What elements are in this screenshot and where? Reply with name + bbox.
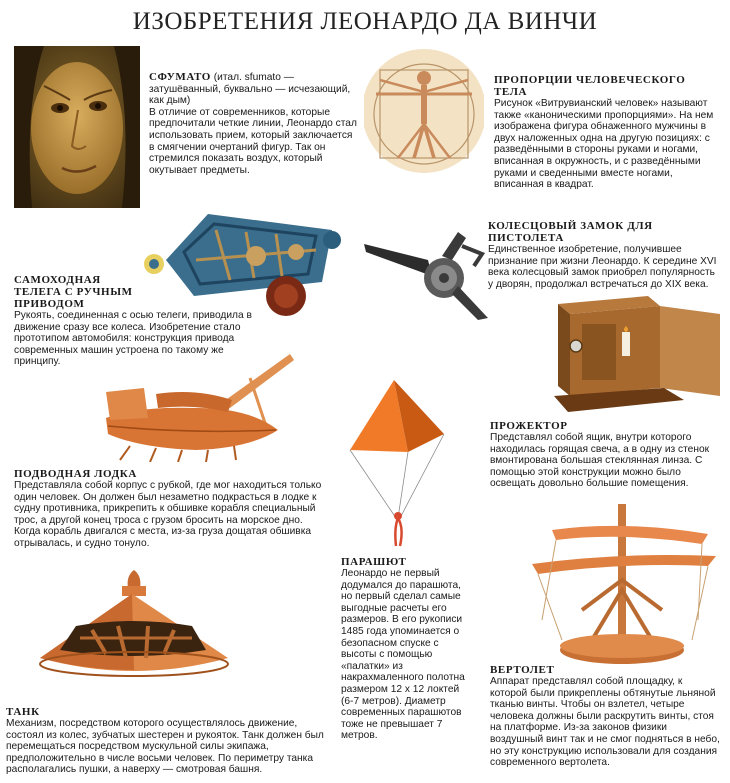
vitruvian-man-image (364, 46, 484, 176)
wheellock-title: КОЛЕСЦОВЫЙ ЗАМОК ДЛЯ ПИСТОЛЕТА (488, 220, 653, 244)
sfumato-text: В отличие от современников, которые предпочитали четкие линии, Леонардо стал использовать прием, который заключается в смягчении очертаний фигур. Так он стремился показать воздух, который окутывает предметы. (149, 106, 357, 176)
wheellock-text: Единственное изобретение, получившее признание при жизни Леонардо. К середине XVI века колесцовый замок приобрел популярность у дворян, продолжал встречаться до XIX века. (488, 244, 717, 290)
parachute-section (341, 556, 466, 742)
mona-lisa-image (14, 46, 140, 208)
wheel-lock-image (362, 226, 488, 322)
projector-title: ПРОЖЕКТОР (490, 420, 568, 432)
parachute-text: Леонардо не первый додумался до парашюта, но первый сделал самые выгодные расчеты его размеров. В его рукописи 1485 года упоминается о безопасном спуске с высоты с помощью «палатки» из накрахмаленного полотна размером 12 х 12 локтей (6-7 метров). Диаметр современных парашютов тоже не превышает 7 метров. (341, 568, 465, 742)
projector-image (544, 292, 724, 418)
submarine-image (100, 348, 296, 462)
helicopter-section (490, 664, 720, 769)
sfumato-title: СФУМАТО (149, 71, 211, 83)
cart-text: Рукоять, соединенная с осью телеги, приводила в движение сразу все колеса. Изобретение стало прототипом автомобиля: конструкция привода современных машин устроена по такому же принципу. (14, 310, 252, 368)
parachute-image (346, 378, 448, 548)
submarine-text: Представляла собой корпус с рубкой, где мог находиться только один человек. Он должен был незаметно подкрасться в лодке к судну противника, прикрепить к обшивке корабля специальный трос, а другой конец троса с грузом бросить на морское дно. Когда корабль двигался с места, из-за груза дощатая обшивка отрывалась, и судно тонуло. (14, 480, 322, 549)
helicopter-text: Аппарат представлял собой площадку, к которой были прикреплены обтянутые льняной тканью винты. Чтобы он взлетел, четыре человека должны были раскрутить винты, стоя на платформе. Из-за законов физики воздушный винт так и не смог подняться в небо, но эту конструкцию использовали для создания современного вертолета. (490, 676, 720, 769)
cart-title: САМОХОДНАЯ ТЕЛЕГА С РУЧНЫМ ПРИВОДОМ (14, 274, 133, 310)
proportions-title: ПРОПОРЦИИ ЧЕЛОВЕЧЕСКОГО ТЕЛА (494, 74, 686, 98)
sfumato-section (149, 72, 359, 176)
submarine-section (14, 468, 329, 550)
tank-text: Механизм, посредством которого осуществлялось движение, состоял из колес, зубчатых шестерен и рукояток. Танк должен был перемещаться посредством мускульной силы экипажа, предположительно в числе восьми человек. По периметру танка располагались пушки, а наверху — смотровая башня. (6, 718, 324, 776)
sfumato-intro: (итал. sfumato — затушёванный, буквально — исчезающий, как дым) (149, 72, 351, 107)
tank-section (6, 706, 324, 776)
proportions-text: Рисунок «Витрувианский человек» называют также «каноническими пропорциями». На нем изображена фигура обнаженного мужчины в двух наложенных одна на другую позициях: с разведёнными в стороны руками и ногами, вписанная в окружность, и с разведёнными руками и сведенными вместе ногами, вписанная в квадрат. (494, 98, 714, 191)
helicopter-title: ВЕРТОЛЕТ (490, 664, 555, 676)
wheellock-section (488, 220, 718, 290)
page-title: ИЗОБРЕТЕНИЯ ЛЕОНАРДО ДА ВИНЧИ (132, 8, 598, 35)
projector-section (490, 420, 720, 490)
projector-text: Представлял собой ящик, внутри которого находилась горящая свеча, а в одну из стенок вмонтирована большая стеклянная линза. С помощью этой конструкции можно было освещать довольно большие помещения. (490, 432, 710, 490)
submarine-title: ПОДВОДНАЯ ЛОДКА (14, 468, 137, 480)
tank-title: ТАНК (6, 706, 40, 718)
parachute-title: ПАРАШЮТ (341, 556, 407, 568)
tank-image (36, 566, 232, 680)
proportions-section (494, 74, 716, 191)
helicopter-image (522, 500, 722, 670)
